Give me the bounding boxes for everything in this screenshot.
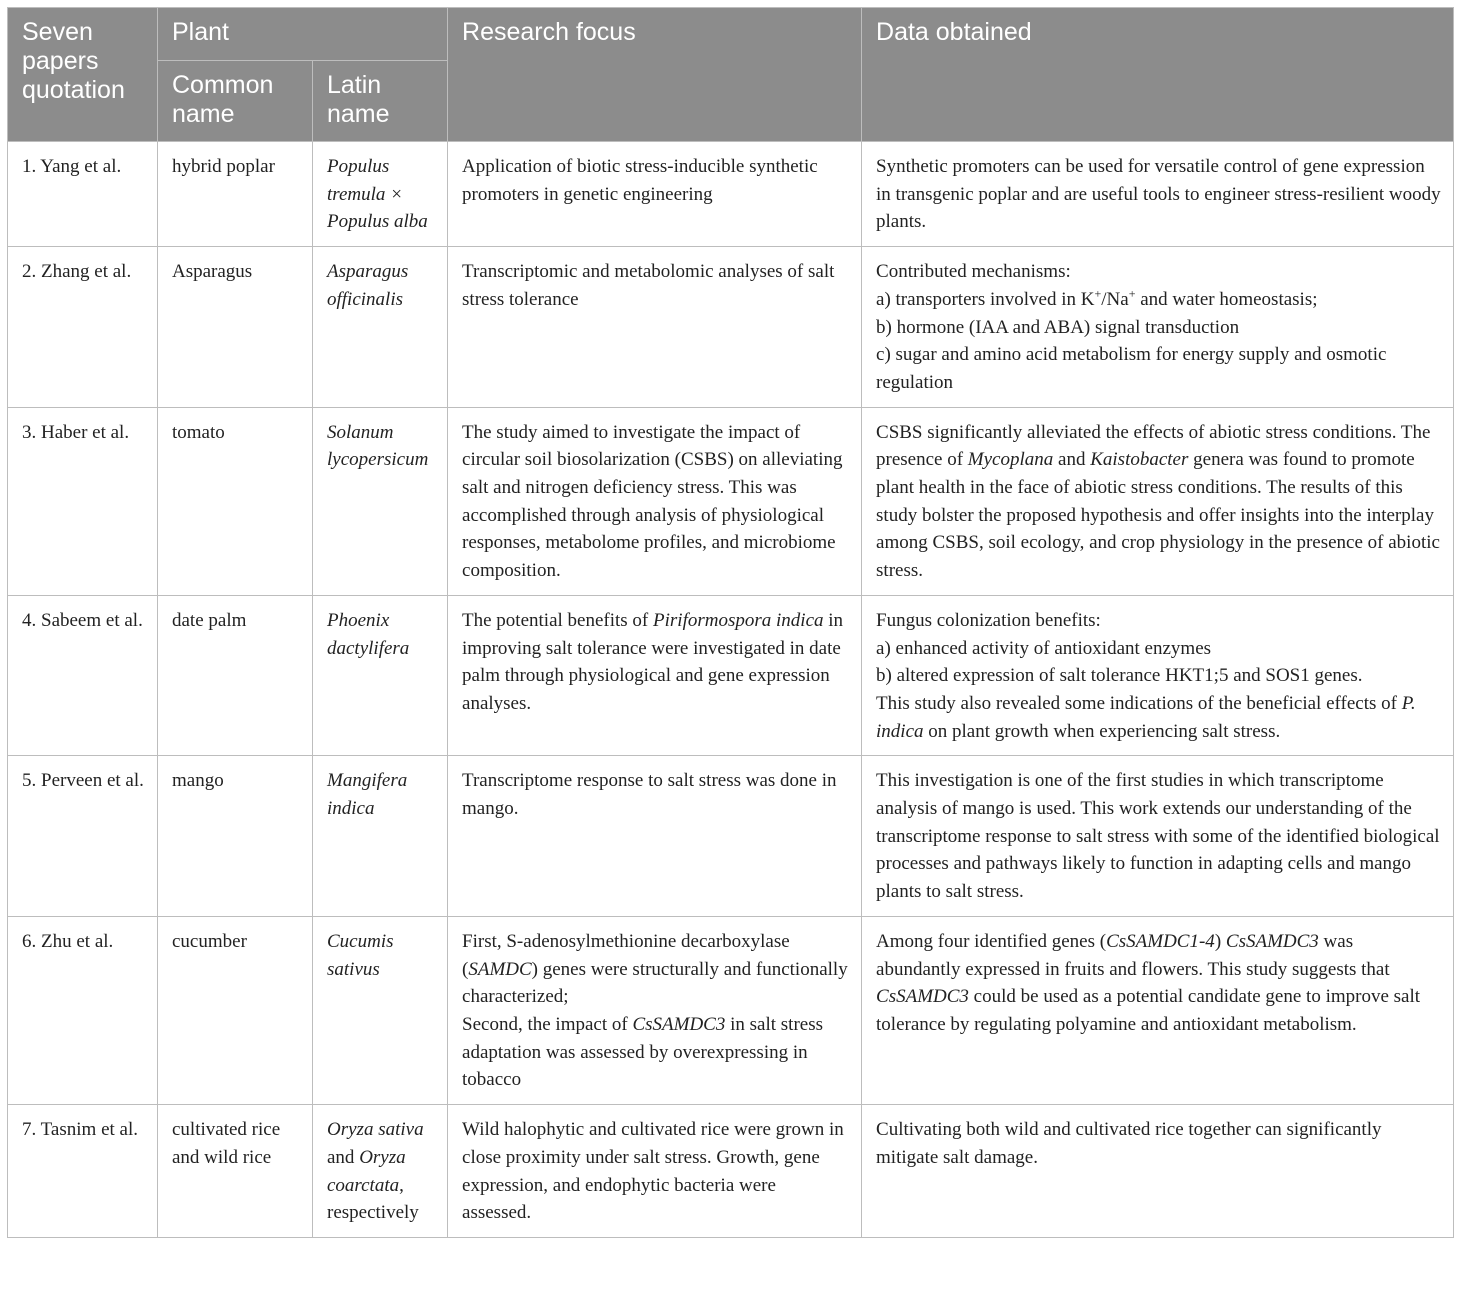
table-body — [8, 142, 1454, 1238]
text-run: could be used as a potential candidate gene to improve salt tolerance by regulating polyamine and antioxidant metabolism. — [876, 986, 1421, 1035]
cell-latin-name: Populus tremula × Populus alba — [313, 142, 448, 247]
text-run: a) transporters involved in K — [876, 288, 1095, 310]
table-row — [8, 142, 1454, 247]
text-run: ) genes were structurally and functionally characterized; — [462, 958, 848, 1008]
cell-data-obtained: Synthetic promoters can be used for versatile control of gene expression in transgenic poplar and are useful tools to engineer stress-resilient woody plants. — [862, 142, 1454, 247]
cell-data-obtained — [862, 407, 1454, 595]
header-quotation: Seven papers quotation — [8, 8, 158, 142]
superscript: + — [1094, 286, 1102, 301]
cell-quotation: 3. Haber et al. — [8, 407, 158, 595]
header-common-name: Common name — [158, 61, 313, 142]
text-run: Second, the impact of — [462, 1013, 633, 1035]
cell-latin-name: Mangifera indica — [313, 756, 448, 917]
cell-research-focus — [448, 916, 862, 1104]
species-name: Oryza sativa — [327, 1119, 424, 1141]
papers-table — [7, 7, 1454, 1238]
species-name: Oryza coarctata — [327, 1146, 406, 1196]
cell-research-focus: Transcriptome response to salt stress was done in mango. — [448, 756, 862, 917]
cell-quotation: 6. Zhu et al. — [8, 916, 158, 1104]
cell-research-focus: Application of biotic stress-inducible synthetic promoters in genetic engineering — [448, 142, 862, 247]
data-note — [876, 690, 1441, 745]
data-item-a — [876, 286, 1441, 314]
genus-name: Mycoplana — [967, 449, 1054, 471]
gene-name: CsSAMDC3 — [876, 986, 969, 1008]
cell-common-name: cultivated rice and wild rice — [158, 1105, 313, 1238]
text-run: /Na — [1101, 288, 1129, 310]
text-run: in improving salt tolerance were investigated in date palm through physiological and gene expression analyses. — [462, 609, 844, 714]
text-run: on plant growth when experiencing salt stress. — [923, 720, 1281, 742]
cell-research-focus: Wild halophytic and cultivated rice were grown in close proximity under salt stress. Growth, gene expression, and endophytic bacteria were assessed. — [448, 1105, 862, 1238]
cell-latin-name — [313, 1105, 448, 1238]
data-item-c: c) sugar and amino acid metabolism for energy supply and osmotic regulation — [876, 344, 1387, 393]
cell-latin-name: Solanum lycopersicum — [313, 407, 448, 595]
data-item-b: b) hormone (IAA and ABA) signal transduction — [876, 316, 1240, 338]
gene-name: SAMDC — [468, 958, 532, 980]
header-research-focus: Research focus — [448, 8, 862, 142]
header-latin-name: Latin name — [313, 61, 448, 142]
cell-data-obtained — [862, 595, 1454, 756]
cell-common-name: Asparagus — [158, 247, 313, 408]
cell-quotation: 5. Perveen et al. — [8, 756, 158, 917]
text-run: First, S-adenosylmethionine decarboxylase ( — [462, 930, 790, 980]
text-run: and — [327, 1146, 360, 1168]
cell-common-name: mango — [158, 756, 313, 917]
species-name: Piriformospora indica — [653, 609, 824, 631]
focus-second — [462, 1011, 849, 1094]
text-run: in salt stress adaptation was assessed by overexpressing in tobacco — [462, 1013, 823, 1091]
table-row — [8, 1105, 1454, 1238]
text-run: CSBS significantly alleviated the effects of abiotic stress conditions. The presence of — [876, 421, 1431, 471]
species-name: P. indica — [876, 692, 1416, 742]
header-data-obtained: Data obtained — [862, 8, 1454, 142]
data-intro: Fungus colonization benefits: — [876, 609, 1101, 631]
text-run: and water homeostasis; — [1135, 288, 1318, 310]
cell-quotation: 7. Tasnim et al. — [8, 1105, 158, 1238]
cell-research-focus: Transcriptomic and metabolomic analyses of salt stress tolerance — [448, 247, 862, 408]
focus-first — [462, 928, 849, 1011]
data-item-a: a) enhanced activity of antioxidant enzymes — [876, 637, 1212, 659]
text-run: Among four identified genes ( — [876, 930, 1107, 952]
cell-latin-name: Asparagus officinalis — [313, 247, 448, 408]
cell-data-obtained: Cultivating both wild and cultivated rice together can significantly mitigate salt damage. — [862, 1105, 1454, 1238]
cell-data-obtained — [862, 247, 1454, 408]
cell-latin-name: Phoenix dactylifera — [313, 595, 448, 756]
cell-quotation: 2. Zhang et al. — [8, 247, 158, 408]
data-item-b: b) altered expression of salt tolerance HKT1;5 and SOS1 genes. — [876, 665, 1363, 687]
text-run: The potential benefits of — [462, 609, 654, 631]
text-run: , respectively — [327, 1174, 419, 1224]
table-header — [8, 8, 1454, 142]
cell-common-name: cucumber — [158, 916, 313, 1104]
text-run: genera was found to promote plant health in the face of abiotic stress conditions. The results of this study bolster the proposed hypothesis and offer insights into the interplay among CSBS, soil ecology, and crop physiology in the presence of abiotic stress. — [876, 449, 1440, 582]
cell-quotation: 1. Yang et al. — [8, 142, 158, 247]
cell-common-name: date palm — [158, 595, 313, 756]
header-plant: Plant — [158, 8, 448, 61]
gene-name: CsSAMDC1-4 — [1106, 930, 1215, 952]
cell-latin-name: Cucumis sativus — [313, 916, 448, 1104]
text-run: This study also revealed some indications of the beneficial effects of — [876, 692, 1402, 714]
cell-research-focus — [448, 595, 862, 756]
genus-name: Kaistobacter — [1090, 449, 1189, 471]
table-row — [8, 916, 1454, 1104]
gene-name: CsSAMDC3 — [632, 1013, 726, 1035]
cell-quotation: 4. Sabeem et al. — [8, 595, 158, 756]
cell-common-name: tomato — [158, 407, 313, 595]
table-row — [8, 756, 1454, 917]
cell-common-name: hybrid poplar — [158, 142, 313, 247]
data-intro: Contributed mechanisms: — [876, 261, 1071, 283]
superscript: + — [1128, 286, 1136, 301]
table-row — [8, 247, 1454, 408]
text-run: and — [1053, 449, 1091, 471]
table-row — [8, 407, 1454, 595]
header-row — [8, 8, 1454, 61]
cell-research-focus: The study aimed to investigate the impact of circular soil biosolarization (CSBS) on alleviating salt and nitrogen deficiency stress. This was accomplished through analysis of physiological responses, metabolome profiles, and microbiome composition. — [448, 407, 862, 595]
gene-name: CsSAMDC3 — [1225, 930, 1319, 952]
text-run: was abundantly expressed in fruits and flowers. This study suggests that — [876, 930, 1390, 980]
text-run: ) — [1214, 930, 1226, 952]
cell-data-obtained: This investigation is one of the first studies in which transcriptome analysis of mango is used. This work extends our understanding of the transcriptome response to salt stress with some of the identified biological processes and pathways likely to function in adapting cells and mango plants to salt stress. — [862, 756, 1454, 917]
cell-data-obtained — [862, 916, 1454, 1104]
table-row — [8, 595, 1454, 756]
